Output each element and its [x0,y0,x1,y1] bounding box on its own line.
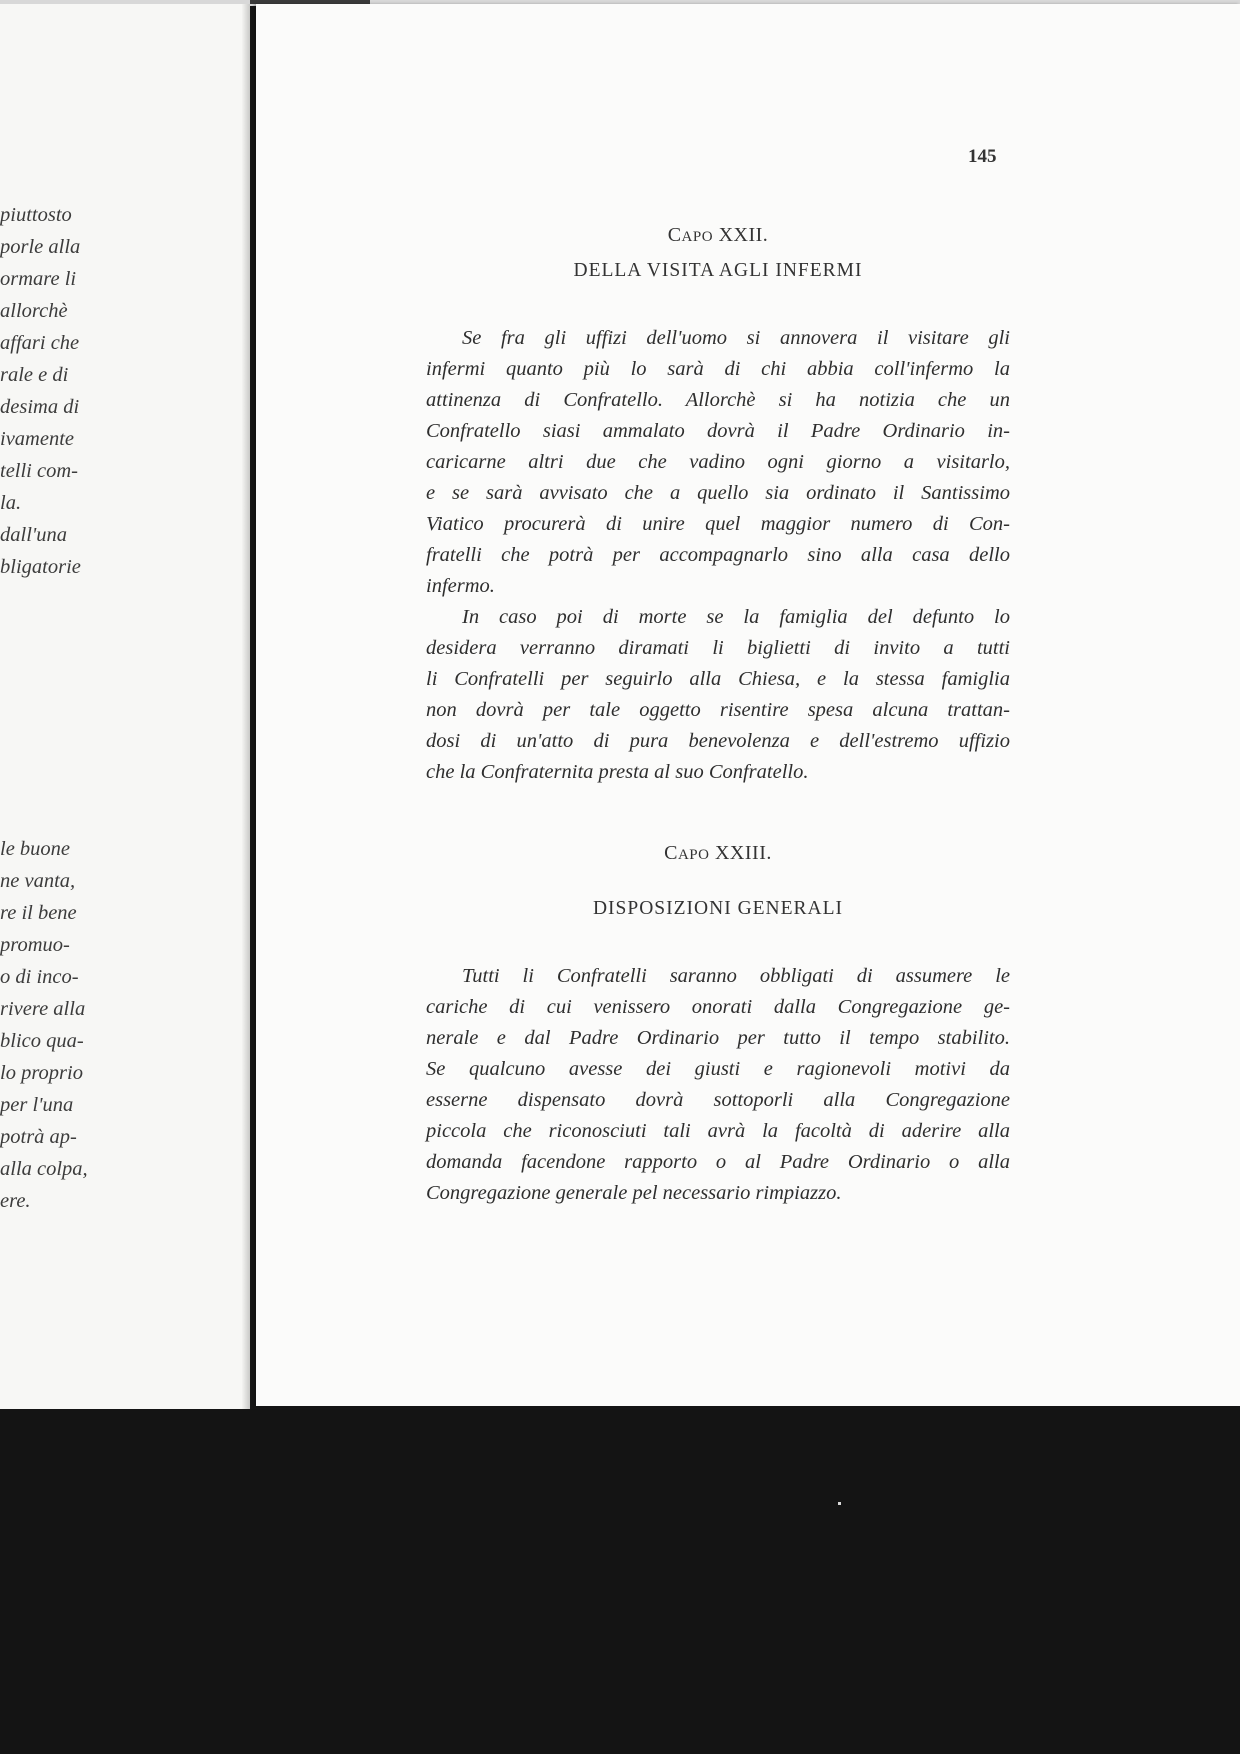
dust-speck [838,1502,841,1505]
left-line: alla colpa, [0,1158,88,1180]
chapter-title: DISPOSIZIONI GENERALI [592,898,844,919]
body-line: desidera verranno diramati li biglietti di invito a tutti [426,637,1010,659]
chapter-numeral: XXIII. [709,842,772,864]
body-line: infermo. [426,575,495,597]
chapter-label-smallcaps: APO [681,229,714,245]
left-line: per l'una [0,1094,74,1116]
body-line: Congregazione generale pel necessario rimpiazzo. [426,1182,842,1204]
body-line: li Confratelli per seguirlo alla Chiesa, e la stessa famiglia [426,668,1010,690]
body-line: nerale e dal Padre Ordinario per tutto il tempo stabilito. [426,1027,1010,1049]
left-line: le buone [0,838,71,860]
body-line: dosi di un'atto di pura benevolenza e dell'estremo uffizio [426,730,1010,752]
page-number: 145 [968,146,997,167]
left-line: porle alla [0,236,81,258]
chapter-label-smallcaps: APO [677,847,710,863]
body-line: In caso poi di morte se la famiglia del defunto lo [462,606,1010,628]
left-line: o di inco- [0,966,79,988]
body-line: e se sarà avvisato che a quello sia ordinato il Santissimo [426,482,1010,504]
body-line: attinenza di Confratello. Allorchè si ha notizia che un [426,389,1010,411]
body-line: fratelli che potrà per accompagnarlo sino alla casa dello [426,544,1010,566]
left-line: ere. [0,1190,31,1212]
left-line: re il bene [0,902,77,924]
left-line: rivere alla [0,998,86,1020]
left-line: ivamente [0,428,74,450]
chapter-label [418,224,1018,247]
left-line: blico qua- [0,1030,84,1052]
chapter-label [418,842,1018,865]
body-line: cariche di cui venissero onorati dalla Congregazione ge- [426,996,1010,1018]
page-gutter [242,4,250,1409]
chapter-label-initial: C [664,842,678,864]
body-line: che la Confraternita presta al suo Confratello. [426,761,809,783]
body-line: piccola che riconosciuti tali avrà la facoltà di aderire alla [426,1120,1010,1142]
body-line: Tutti li Confratelli saranno obbligati di assumere le [462,965,1010,987]
left-line: dall'una [0,524,68,546]
body-line: domanda facendone rapporto o al Padre Ordinario o alla [426,1151,1010,1173]
left-line: bligatorie [0,556,81,578]
left-line: promuo- [0,934,70,956]
left-page-fragment [0,4,250,1409]
left-line: affari che [0,332,80,354]
left-line: potrà ap- [0,1126,77,1148]
body-line: Confratello siasi ammalato dovrà il Padre Ordinario in- [426,420,1010,442]
body-line: caricarne altri due che vadino ogni giorno a visitarlo, [426,451,1010,473]
left-line: ne vanta, [0,870,76,892]
left-line: telli com- [0,460,78,482]
left-line: ormare li [0,268,77,290]
body-line: Se qualcuno avesse dei giusti e ragionevoli motivi da [426,1058,1010,1080]
scanner-background [0,1409,1240,1754]
left-line: la. [0,492,22,514]
left-line: lo proprio [0,1062,83,1084]
chapter-numeral: XXII. [713,224,769,246]
left-line: allorchè [0,300,68,322]
body-line: infermi quanto più lo sarà di chi abbia coll'infermo la [426,358,1010,380]
chapter-title: DELLA VISITA AGLI INFERMI [573,260,863,281]
left-line: desima di [0,396,80,418]
body-line: Se fra gli uffizi dell'uomo si annovera il visitare gli [462,327,1010,349]
left-line: rale e di [0,364,69,386]
left-line: piuttosto [0,204,72,226]
chapter-label-initial: C [667,224,682,246]
body-line: Viatico procurerà di unire quel maggior numero di Con- [426,513,1010,535]
body-line: non dovrà per tale oggetto risentire spesa alcuna trattan- [426,699,1010,721]
body-line: esserne dispensato dovrà sottoporli alla Congregazione [426,1089,1010,1111]
right-page [256,4,1240,1406]
